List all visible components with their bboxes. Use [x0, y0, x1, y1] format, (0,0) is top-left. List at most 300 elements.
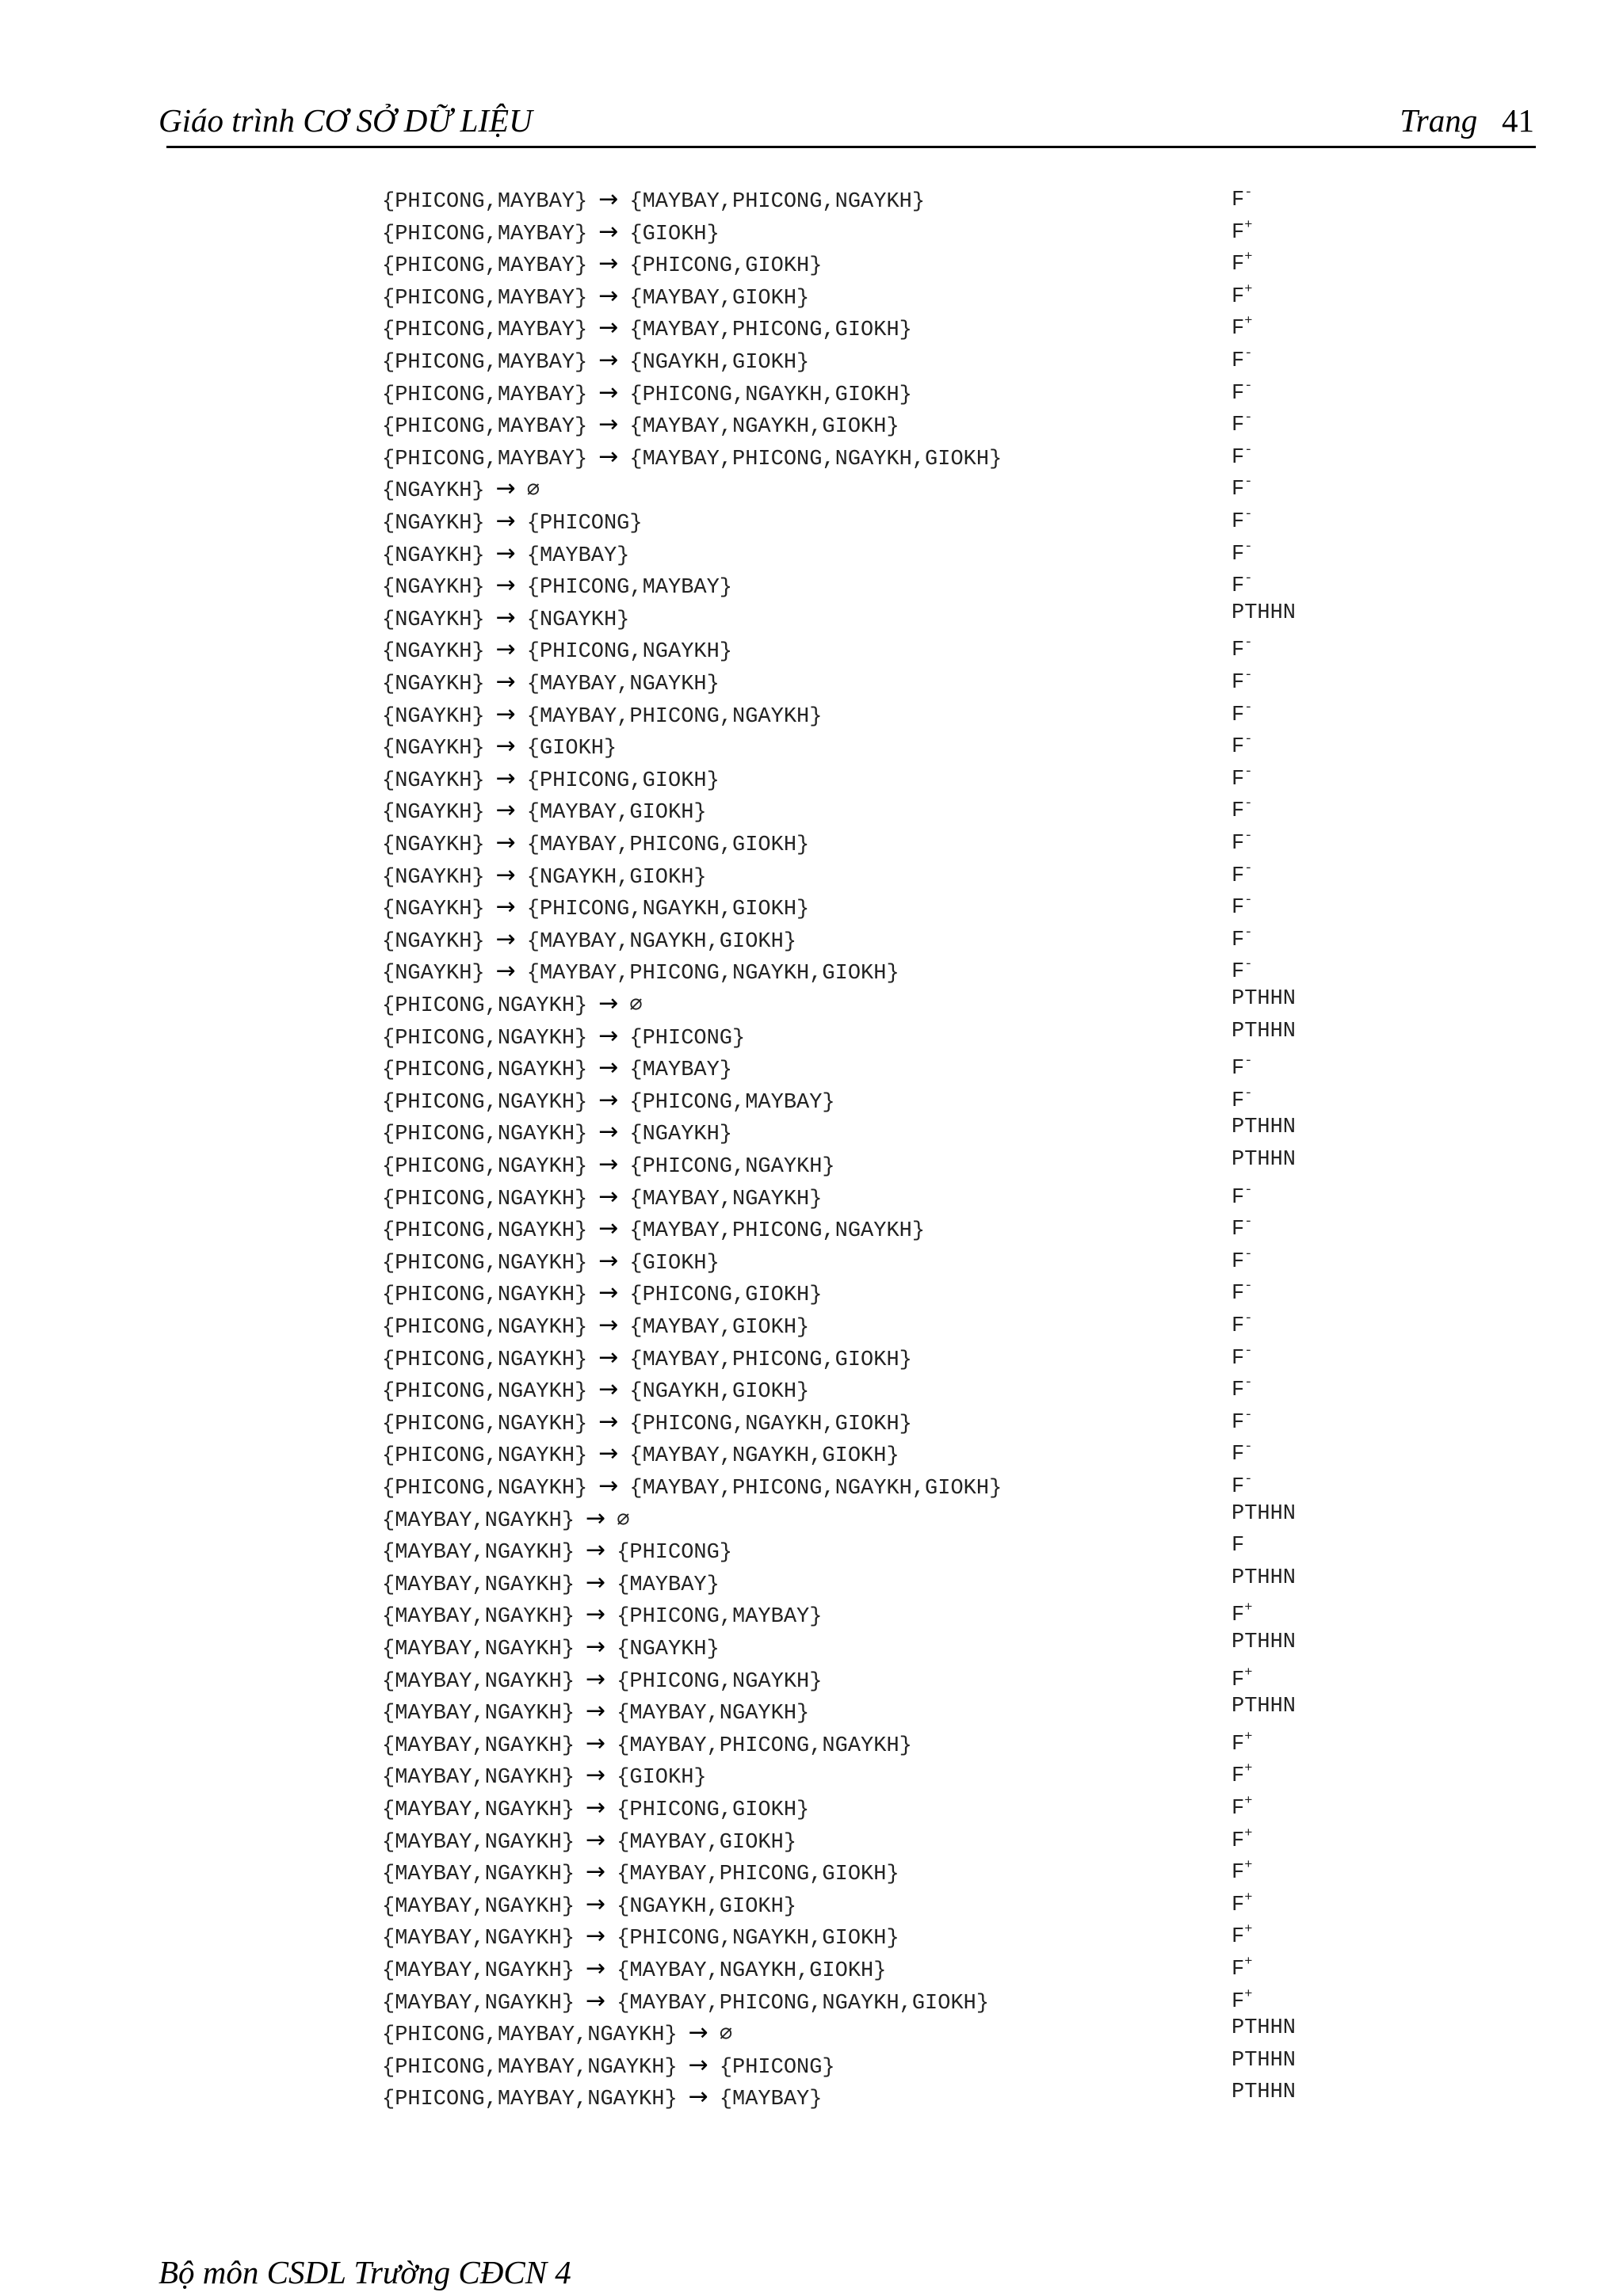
dependency-tag: [1232, 983, 1296, 1015]
arrow-icon: →: [586, 1504, 606, 1532]
arrow-icon: →: [495, 796, 516, 825]
dependency-rhs: {PHICONG,GIOKH}: [629, 1283, 823, 1308]
dependency-tag: [1232, 2045, 1296, 2077]
dependency-lhs: {PHICONG,MAYBAY}: [382, 415, 588, 440]
dependency-rhs: {MAYBAY,NGAYKH,GIOKH}: [629, 1444, 899, 1469]
tag-label: F: [1232, 1764, 1245, 1789]
header-rule: [166, 146, 1536, 148]
dependency-lhs: {NGAYKH}: [382, 769, 485, 793]
dependency-rhs: {NGAYKH,GIOKH}: [629, 1380, 810, 1405]
dependency-lhs: {PHICONG,NGAYKH}: [382, 1219, 588, 1244]
dependency-rhs: {PHICONG,NGAYKH,GIOKH}: [629, 1412, 912, 1436]
arrow-icon: →: [495, 603, 516, 631]
arrow-icon: →: [586, 1697, 606, 1726]
tag-label: F: [1232, 960, 1245, 985]
tag-label: F: [1232, 1379, 1245, 1403]
dependency-rhs: {NGAYKH,GIOKH}: [629, 351, 810, 375]
arrow-icon: →: [688, 2050, 708, 2079]
tag-label: F: [1232, 1346, 1245, 1371]
tag-superscript: -: [1244, 1182, 1253, 1198]
tag-label: PTHHN: [1232, 987, 1296, 1011]
tag-superscript: +: [1244, 1858, 1253, 1874]
dependency-row: [382, 1728, 1491, 1760]
tag-label: F: [1232, 1475, 1245, 1499]
tag-label: F: [1232, 928, 1245, 952]
arrow-icon: →: [598, 346, 619, 374]
dependency-lhs: {MAYBAY,NGAYKH}: [382, 1894, 575, 1919]
arrow-icon: →: [495, 860, 516, 889]
tag-label: F: [1232, 1089, 1245, 1113]
tag-superscript: -: [1244, 1407, 1253, 1423]
dependency-rhs: ∅: [617, 1508, 630, 1533]
dependency-lhs: {NGAYKH}: [382, 608, 485, 632]
arrow-icon: →: [598, 990, 619, 1017]
dependency-row: [382, 763, 1491, 795]
dependency-rhs: {PHICONG,GIOKH}: [629, 254, 823, 279]
dependency-rhs: {MAYBAY,PHICONG,NGAYKH,GIOKH}: [617, 1991, 990, 2016]
page-label: Trang: [1400, 102, 1478, 139]
dependency-row: [382, 473, 1491, 505]
dependency-lhs: {NGAYKH}: [382, 865, 485, 890]
tag-label: F: [1232, 1797, 1245, 1821]
tag-superscript: -: [1244, 410, 1253, 426]
dependency-row: [382, 1599, 1491, 1630]
dependency-row: [382, 795, 1491, 826]
tag-label: F: [1232, 735, 1245, 760]
tag-label: F: [1232, 574, 1245, 599]
dependency-rhs: {PHICONG,MAYBAY}: [617, 1605, 823, 1630]
arrow-icon: →: [495, 829, 516, 856]
dependency-lhs: {PHICONG,MAYBAY}: [382, 190, 588, 214]
tag-label: F: [1232, 767, 1245, 791]
dependency-row: [382, 1567, 1491, 1599]
arrow-icon: →: [495, 539, 516, 567]
tag-label: PTHHN: [1232, 2081, 1296, 2105]
arrow-icon: →: [598, 378, 619, 406]
tag-label: F: [1232, 1249, 1245, 1274]
dependency-lhs: {PHICONG,NGAYKH}: [382, 1187, 588, 1211]
dependency-rhs: {MAYBAY,PHICONG,NGAYKH,GIOKH}: [526, 962, 899, 986]
tag-label: F: [1232, 639, 1245, 663]
page-footer: Bộ môn CSDL Trường CĐCN 4: [158, 2254, 571, 2290]
dependency-rhs: {MAYBAY,NGAYKH,GIOKH}: [629, 415, 899, 440]
tag-superscript: +: [1244, 250, 1253, 265]
dependency-rhs: {PHICONG}: [617, 1541, 733, 1566]
dependency-rhs: {MAYBAY,PHICONG,NGAYKH}: [526, 704, 823, 729]
dependency-lhs: {MAYBAY,NGAYKH}: [382, 1541, 575, 1566]
dependency-rhs: {MAYBAY,PHICONG,NGAYKH,GIOKH}: [629, 447, 1002, 471]
dependency-row: [382, 1020, 1491, 1052]
arrow-icon: →: [586, 1665, 606, 1693]
dependency-row: [382, 602, 1491, 634]
arrow-icon: →: [598, 250, 619, 278]
tag-superscript: -: [1244, 796, 1253, 812]
dependency-row: [382, 2081, 1491, 2113]
dependency-lhs: {PHICONG,MAYBAY}: [382, 286, 588, 311]
page-header: [158, 101, 1534, 149]
tag-label: F: [1232, 317, 1245, 341]
dependency-lhs: {PHICONG,NGAYKH}: [382, 1477, 588, 1501]
dependency-row: [382, 377, 1491, 409]
tag-superscript: -: [1244, 475, 1253, 490]
arrow-icon: →: [495, 571, 516, 600]
dependency-row: [382, 216, 1491, 248]
tag-label: F: [1232, 896, 1245, 921]
dependency-row: [382, 924, 1491, 955]
tag-label: PTHHN: [1232, 2016, 1296, 2041]
tag-label: F: [1232, 189, 1245, 212]
dependency-lhs: {MAYBAY,NGAYKH}: [382, 1863, 575, 1887]
dependency-lhs: {MAYBAY,NGAYKH}: [382, 1508, 575, 1533]
arrow-icon: →: [598, 1343, 619, 1371]
tag-label: F: [1232, 1829, 1245, 1853]
tag-label: PTHHN: [1232, 2048, 1296, 2073]
document-title: Giáo trình CƠ SỞ DỮ LIỆU: [158, 102, 533, 139]
dependency-rhs: {MAYBAY}: [526, 543, 630, 568]
tag-label: F: [1232, 1282, 1245, 1306]
tag-label: PTHHN: [1232, 1148, 1296, 1172]
tag-label: F: [1232, 478, 1245, 502]
arrow-icon: →: [598, 442, 619, 471]
dependency-rhs: {MAYBAY,PHICONG,NGAYKH}: [617, 1733, 912, 1758]
dependency-row: [382, 1245, 1491, 1277]
dependency-lhs: {NGAYKH}: [382, 962, 485, 986]
tag-superscript: +: [1244, 1761, 1253, 1777]
tag-label: F: [1232, 703, 1245, 727]
dependency-rhs: {PHICONG,MAYBAY}: [526, 576, 733, 601]
dependency-row: [382, 699, 1491, 730]
tag-label: F: [1232, 1925, 1245, 1950]
arrow-icon: →: [598, 1375, 619, 1404]
dependency-row: [382, 1374, 1491, 1405]
tag-superscript: +: [1244, 1955, 1253, 1970]
dependency-lhs: {NGAYKH}: [382, 833, 485, 857]
tag-superscript: -: [1244, 346, 1253, 361]
dependency-tag: [1232, 1112, 1296, 1143]
dependency-lhs: {NGAYKH}: [382, 929, 485, 954]
arrow-icon: →: [598, 410, 619, 439]
dependency-rhs: {GIOKH}: [629, 222, 720, 246]
dependency-lhs: {NGAYKH}: [382, 673, 485, 696]
dependency-row: [382, 1825, 1491, 1856]
tag-label: PTHHN: [1232, 1566, 1296, 1590]
arrow-icon: →: [495, 957, 516, 986]
tag-superscript: -: [1244, 571, 1253, 587]
dependency-lhs: {PHICONG,NGAYKH}: [382, 1090, 588, 1115]
tag-superscript: -: [1244, 1375, 1253, 1391]
dependency-rhs: {GIOKH}: [526, 737, 617, 761]
dependency-row: [382, 1535, 1491, 1566]
dependency-rhs: {MAYBAY}: [617, 1573, 720, 1597]
dependency-rhs: {PHICONG,NGAYKH}: [526, 640, 733, 665]
arrow-icon: →: [586, 1955, 606, 1982]
dependency-lhs: {PHICONG,MAYBAY,NGAYKH}: [382, 2088, 678, 2112]
dependency-row: [382, 1985, 1491, 2017]
dependency-row: [382, 1213, 1491, 1245]
tag-label: F: [1232, 220, 1245, 245]
tag-label: F: [1232, 1314, 1245, 1338]
arrow-icon: →: [688, 2019, 708, 2047]
dependency-lhs: {MAYBAY,NGAYKH}: [382, 1830, 575, 1855]
dependency-row: [382, 1052, 1491, 1084]
arrow-icon: →: [586, 1922, 606, 1951]
dependency-rhs: {PHICONG,NGAYKH}: [617, 1669, 823, 1694]
tag-label: F: [1232, 799, 1245, 824]
tag-superscript: -: [1244, 1472, 1253, 1487]
dependency-rhs: {MAYBAY,PHICONG,NGAYKH}: [629, 1219, 926, 1244]
dependency-lhs: {PHICONG,NGAYKH}: [382, 1444, 588, 1469]
dependency-lhs: {MAYBAY,NGAYKH}: [382, 1638, 575, 1661]
dependency-row: [382, 184, 1491, 215]
dependency-row: [382, 345, 1491, 376]
tag-superscript: +: [1244, 1794, 1253, 1809]
dependency-tag: [1232, 1562, 1296, 1594]
dependency-rhs: {PHICONG,MAYBAY}: [629, 1090, 835, 1115]
dependency-row: [382, 1664, 1491, 1695]
dependency-rhs: {GIOKH}: [629, 1251, 720, 1276]
dependency-rhs: {MAYBAY,NGAYKH}: [617, 1702, 810, 1726]
tag-superscript: -: [1244, 700, 1253, 715]
dependency-row: [382, 1470, 1491, 1502]
dependency-row: [382, 1695, 1491, 1727]
dependency-lhs: {MAYBAY,NGAYKH}: [382, 1605, 575, 1630]
tag-superscript: +: [1244, 1922, 1253, 1938]
dependency-lhs: {PHICONG,NGAYKH}: [382, 1026, 588, 1051]
tag-superscript: -: [1244, 1343, 1253, 1359]
dependency-rhs: {MAYBAY,GIOKH}: [629, 1316, 810, 1340]
dependency-row: [382, 891, 1491, 923]
dependency-rhs: {MAYBAY,PHICONG,GIOKH}: [617, 1863, 899, 1887]
tag-label: PTHHN: [1232, 601, 1296, 625]
dependency-rhs: ∅: [719, 2023, 733, 2048]
dependency-lhs: {PHICONG,NGAYKH}: [382, 994, 588, 1018]
dependency-rhs: {MAYBAY,PHICONG,NGAYKH}: [629, 190, 926, 214]
arrow-icon: →: [586, 1600, 606, 1629]
arrow-icon: →: [495, 475, 516, 503]
dependency-row: [382, 1149, 1491, 1180]
dependency-row: [382, 1760, 1491, 1791]
tag-superscript: -: [1244, 829, 1253, 844]
dependency-rhs: ∅: [629, 994, 643, 1018]
tag-label: F: [1232, 1057, 1245, 1081]
arrow-icon: →: [598, 1054, 619, 1082]
dependency-row: [382, 1856, 1491, 1888]
dependency-row: [382, 1920, 1491, 1952]
dependency-tag: [1232, 597, 1296, 629]
tag-label: F: [1232, 832, 1245, 856]
dependency-row: [382, 1085, 1491, 1116]
tag-superscript: -: [1244, 378, 1253, 394]
dependency-rhs: {PHICONG,GIOKH}: [526, 769, 720, 793]
dependency-row: [382, 1277, 1491, 1309]
dependency-rhs: {PHICONG}: [719, 2055, 835, 2080]
tag-label: F: [1232, 1534, 1245, 1558]
dependency-rhs: {MAYBAY,NGAYKH}: [526, 673, 720, 696]
tag-label: PTHHN: [1232, 1501, 1296, 1526]
tag-label: F: [1232, 445, 1245, 470]
dependency-row: [382, 2017, 1491, 2049]
page-number: 41: [1502, 102, 1534, 139]
arrow-icon: →: [598, 281, 619, 310]
tag-label: F: [1232, 864, 1245, 888]
dependency-tag: [1232, 1144, 1296, 1176]
dependency-row: [382, 409, 1491, 441]
dependency-row: [382, 1792, 1491, 1824]
dependency-lhs: {PHICONG,NGAYKH}: [382, 1155, 588, 1179]
dependency-lhs: {NGAYKH}: [382, 704, 485, 729]
dependency-lhs: {MAYBAY,NGAYKH}: [382, 1702, 575, 1726]
tag-superscript: -: [1244, 764, 1253, 780]
dependency-rhs: {MAYBAY,NGAYKH,GIOKH}: [617, 1959, 887, 1983]
dependency-rhs: {PHICONG,NGAYKH,GIOKH}: [617, 1927, 899, 1951]
dependency-lhs: {PHICONG,MAYBAY}: [382, 447, 588, 471]
dependency-lhs: {MAYBAY,NGAYKH}: [382, 1573, 575, 1597]
dependency-rhs: {PHICONG,NGAYKH,GIOKH}: [526, 898, 810, 922]
arrow-icon: →: [598, 1279, 619, 1307]
dependency-row: [382, 827, 1491, 859]
tag-superscript: -: [1244, 1311, 1253, 1326]
dependency-lhs: {PHICONG,NGAYKH}: [382, 1251, 588, 1276]
dependency-rhs: {MAYBAY,GIOKH}: [629, 286, 810, 311]
tag-label: PTHHN: [1232, 1695, 1296, 1719]
dependency-lhs: {MAYBAY,NGAYKH}: [382, 1733, 575, 1758]
dependency-lhs: {PHICONG,MAYBAY}: [382, 351, 588, 375]
tag-label: F: [1232, 1218, 1245, 1242]
dependency-row: [382, 955, 1491, 987]
tag-label: F: [1232, 510, 1245, 534]
tag-superscript: -: [1244, 893, 1253, 909]
arrow-icon: →: [586, 1986, 606, 2015]
dependency-row: [382, 1503, 1491, 1535]
dependency-lhs: {NGAYKH}: [382, 576, 485, 601]
dependency-rhs: ∅: [526, 479, 540, 504]
arrow-icon: →: [495, 732, 516, 761]
arrow-icon: →: [586, 1536, 606, 1565]
dependency-tag: [1232, 1498, 1296, 1530]
tag-superscript: +: [1244, 1665, 1253, 1680]
tag-superscript: -: [1244, 185, 1253, 200]
dependency-row: [382, 988, 1491, 1020]
dependency-row: [382, 730, 1491, 762]
dependency-row: [382, 666, 1491, 698]
dependency-tag: [1232, 1691, 1296, 1722]
arrow-icon: →: [586, 1794, 606, 1821]
tag-label: F: [1232, 1443, 1245, 1467]
dependency-row: [382, 1438, 1491, 1470]
dependency-row: [382, 1631, 1491, 1663]
dependency-rhs: {MAYBAY,GIOKH}: [526, 801, 707, 826]
tag-superscript: +: [1244, 281, 1253, 297]
arrow-icon: →: [586, 1890, 606, 1918]
dependency-rhs: {PHICONG,NGAYKH}: [629, 1155, 835, 1179]
tag-superscript: -: [1244, 860, 1253, 876]
dependency-rhs: {MAYBAY,PHICONG,GIOKH}: [526, 833, 810, 857]
tag-label: F: [1232, 381, 1245, 406]
dependency-lhs: {NGAYKH}: [382, 543, 485, 568]
arrow-icon: →: [495, 700, 516, 728]
dependency-row: [382, 1116, 1491, 1148]
arrow-icon: →: [598, 185, 619, 213]
arrow-icon: →: [598, 314, 619, 342]
tag-label: F: [1232, 1185, 1245, 1210]
arrow-icon: →: [598, 1118, 619, 1146]
dependency-lhs: {NGAYKH}: [382, 737, 485, 761]
dependency-lhs: {NGAYKH}: [382, 898, 485, 922]
arrow-icon: →: [598, 1246, 619, 1275]
dependency-rhs: {MAYBAY}: [629, 1058, 733, 1083]
dependency-rhs: {PHICONG,NGAYKH,GIOKH}: [629, 383, 912, 407]
dependency-lhs: {MAYBAY,NGAYKH}: [382, 1959, 575, 1983]
tag-label: PTHHN: [1232, 1630, 1296, 1654]
dependency-rhs: {NGAYKH,GIOKH}: [526, 865, 707, 890]
arrow-icon: →: [586, 1825, 606, 1854]
tag-label: F: [1232, 1668, 1245, 1692]
dependency-rhs: {MAYBAY,PHICONG,NGAYKH,GIOKH}: [629, 1477, 1002, 1501]
dependency-lhs: {PHICONG,NGAYKH}: [382, 1412, 588, 1436]
tag-superscript: +: [1244, 1600, 1253, 1616]
dependency-tag: [1232, 1530, 1244, 1562]
tag-superscript: -: [1244, 925, 1253, 940]
arrow-icon: →: [598, 1440, 619, 1468]
dependency-lhs: {PHICONG,MAYBAY,NGAYKH}: [382, 2055, 678, 2080]
tag-superscript: +: [1244, 1890, 1253, 1905]
tag-label: F: [1232, 1604, 1245, 1628]
tag-superscript: +: [1244, 1986, 1253, 2002]
dependency-rhs: {MAYBAY,NGAYKH,GIOKH}: [526, 929, 797, 954]
tag-superscript: +: [1244, 314, 1253, 330]
arrow-icon: →: [586, 1761, 606, 1790]
tag-superscript: -: [1244, 732, 1253, 748]
dependency-rhs: {MAYBAY,NGAYKH}: [629, 1187, 823, 1211]
dependency-lhs: {PHICONG,NGAYKH}: [382, 1316, 588, 1340]
dependency-row: [382, 2050, 1491, 2081]
tag-superscript: -: [1244, 507, 1253, 522]
dependency-row: [382, 1310, 1491, 1341]
arrow-icon: →: [495, 893, 516, 921]
tag-superscript: -: [1244, 442, 1253, 458]
tag-label: F: [1232, 1989, 1245, 2014]
arrow-icon: →: [495, 925, 516, 953]
dependency-rhs: {GIOKH}: [617, 1766, 707, 1791]
tag-superscript: -: [1244, 668, 1253, 683]
dependency-tag: [1232, 1627, 1296, 1658]
tag-label: F: [1232, 349, 1245, 373]
tag-superscript: -: [1244, 539, 1253, 555]
dependency-lhs: {MAYBAY,NGAYKH}: [382, 1927, 575, 1951]
dependency-tag: [1232, 1016, 1296, 1047]
tag-superscript: -: [1244, 1085, 1253, 1101]
arrow-icon: →: [495, 764, 516, 792]
arrow-icon: →: [586, 1568, 606, 1596]
tag-label: F: [1232, 1732, 1245, 1756]
dependency-lhs: {NGAYKH}: [382, 512, 485, 536]
dependency-rhs: {NGAYKH,GIOKH}: [617, 1894, 797, 1919]
arrow-icon: →: [598, 1472, 619, 1500]
dependency-row: [382, 1406, 1491, 1438]
dependency-row: [382, 441, 1491, 473]
dependency-lhs: {PHICONG,NGAYKH}: [382, 1123, 588, 1147]
dependency-lhs: {PHICONG,MAYBAY}: [382, 254, 588, 279]
tag-label: F: [1232, 1893, 1245, 1917]
dependency-tag: [1232, 2077, 1296, 2108]
tag-label: PTHHN: [1232, 1116, 1296, 1140]
dependency-tag: [1232, 2012, 1296, 2044]
dependency-row: [382, 505, 1491, 537]
arrow-icon: →: [598, 1182, 619, 1211]
arrow-icon: →: [598, 1215, 619, 1243]
tag-label: F: [1232, 414, 1245, 438]
dependency-row: [382, 860, 1491, 891]
